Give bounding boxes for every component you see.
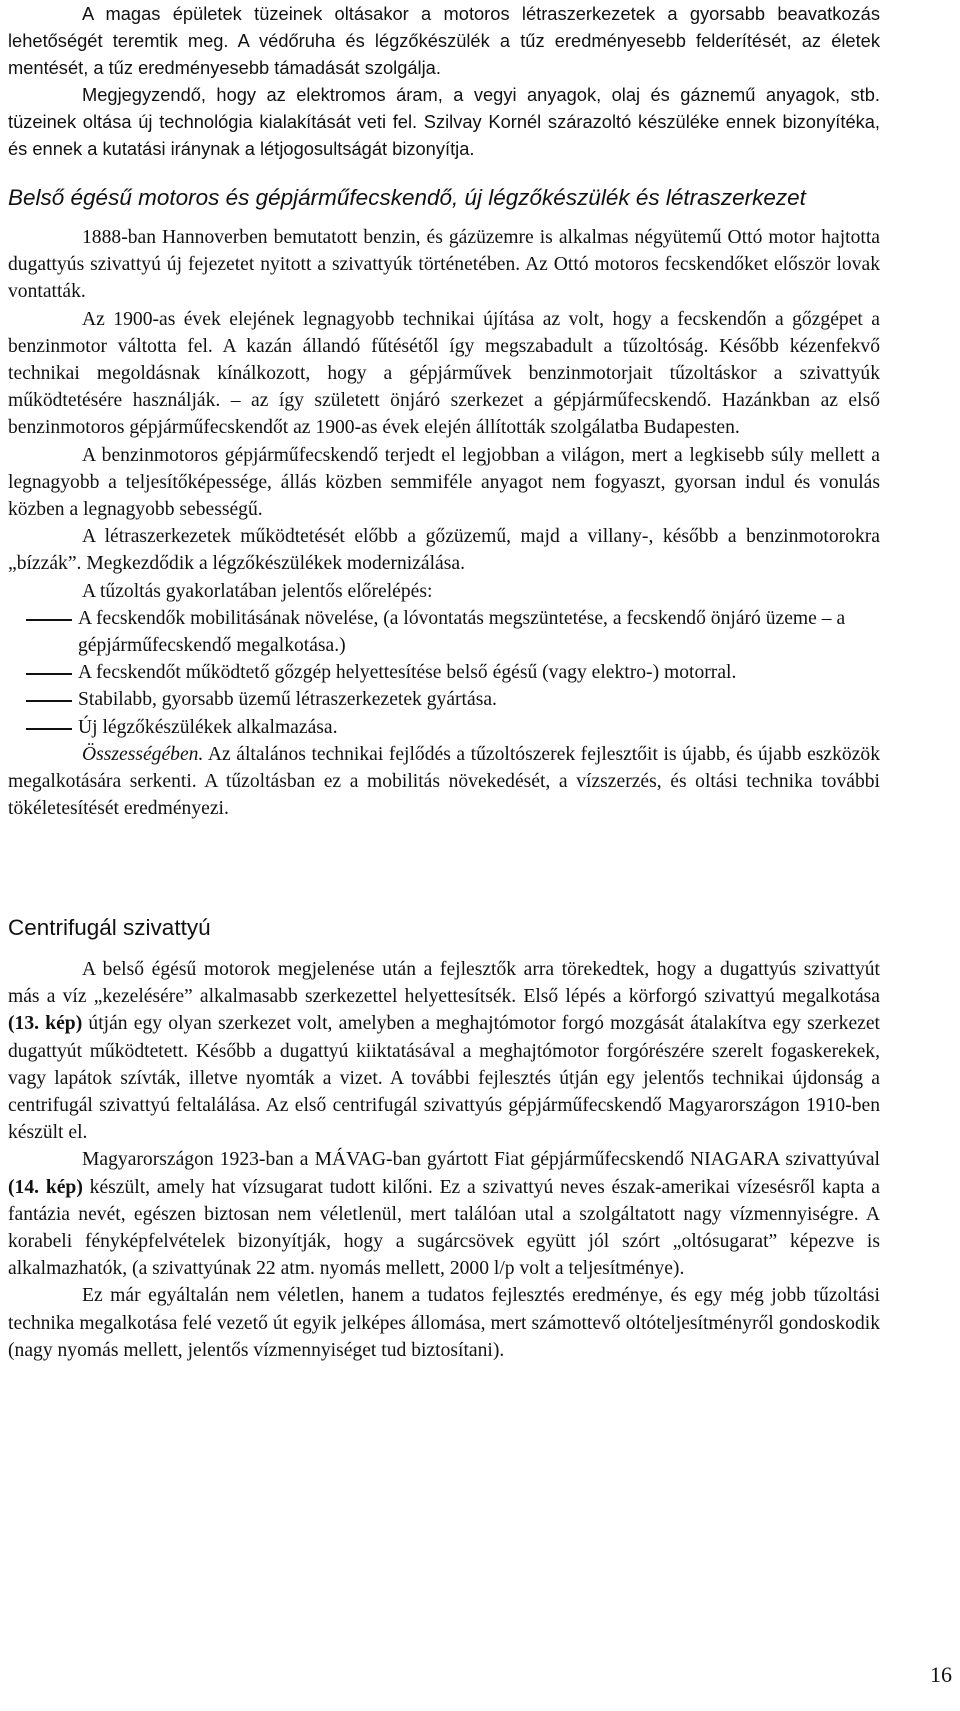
intro-paragraph-2: Megjegyzendő, hogy az elektromos áram, a vegyi anyagok, olaj és gáznemű anyagok, stb. tüzeinek oltása új technológia kialakítását veti fel. Szilvay Kornél szárazoltó készüléke ennek bizonyítéka, és ennek a kutatási iránynak a létjogosultságát bizonyítja. — [8, 84, 880, 159]
list-item: A fecskendőt működtető gőzgép helyettesítése belső égésű (vagy elektro-) motorral. — [8, 659, 880, 686]
paragraph-niagara: Magyarországon 1923-ban a MÁVAG-ban gyártott Fiat gépjárműfecskendő NIAGARA szivattyúval (14. kép) készült, amely hat vízsugarat tudott kilőni. Ez a szivattyú neves észak-amerikai vízesésről kapta a fantázia nevét, egészen biztosan nem véletlenül, mert találóan utal a szolgáltatott nagy vízmennyiségre. A korabeli fényképfelvételek bizonyítják, hogy a sugárcsövek együtt jól szórt „oltósugarat” képezve is alkalmazhatók, (a szivattyúnak 22 atm. nyomás mellett, 2000 l/p volt a teljesítménye). — [8, 1149, 880, 1280]
list-item: Stabilabb, gyorsabb üzemű létraszerkezetek gyártása. — [8, 686, 880, 713]
paragraph-tudatos-fejlesztes: Ez már egyáltalán nem véletlen, hanem a tudatos fejlesztés eredménye, és egy még jobb tűzoltási technika megalkotása felé vezető út egyik jelképes állomása, mert számottevő oltóteljesítményről gondoskodik (nagy nyomás mellett, jelentős vízmennyiséget tud biztosítani). — [8, 1285, 880, 1361]
page-number: 16 — [930, 1662, 952, 1687]
section-heading-centrifugal: Centrifugál szivattyú — [8, 915, 211, 940]
intro-paragraph-1: A magas épületek tüzeinek oltásakor a motoros létraszerkezetek a gyorsabb beavatkozás lehetőségét teremtik meg. A védőruha és légzőkészülék a tűz eredményesebb felderítését, az életek mentését, a tűz eredményesebb támadását szolgálja. — [8, 3, 880, 78]
dash-bullet-icon — [26, 728, 72, 730]
list-item: Új légzőkészülékek alkalmazása. — [8, 714, 880, 741]
progress-list — [8, 605, 880, 741]
summary-label: Összességében. — [82, 743, 204, 765]
dash-bullet-icon — [26, 673, 72, 675]
paragraph-letraszerkezetek: A létraszerkezetek működtetését előbb a gőzüzemű, majd a villany-, később a benzinmotorokra „bízzák”. Megkezdődik a légzőkészülékek modernizálása. — [8, 526, 880, 575]
paragraph-osszessegeben — [8, 741, 880, 823]
list-item: A fecskendők mobilitásának növelése, (a lóvontatás megszüntetése, a fecskendő önjáró üzeme – a gépjárműfecskendő megalkotása.) — [8, 605, 880, 659]
intro-block — [8, 0, 880, 162]
paragraph-gepjarmufecskendo: A benzinmotoros gépjárműfecskendő terjedt el legjobban a világon, mert a legkisebb súly mellett a legnagyobb a teljesítőképessége, állás közben semmiféle anyagot nem fogyaszt, gyorsan indul és vonulás közben a legnagyobb sebességű. — [8, 444, 880, 521]
dash-bullet-icon — [26, 700, 72, 702]
paragraph-benzinmotor: Az 1900-as évek elejének legnagyobb technikai újítása az volt, hogy a fecskendőn a gőzgépet a benzinmotor váltotta fel. A kazán állandó fűtésétől így megszabadult a tűzoltóság. Később kézenfekvő technikai megoldásnak kínálkozott, hogy a gépjárművek benzinmotorjait tűzoltáskor a szivattyúk működtetésére használják. – az így született önjáró szerkezet a gépjárműfecskendő. Hazánkban az első benzinmotoros gépjárműfecskendőt az 1900-as évek elején állították szolgálatba Budapesten. — [8, 308, 880, 439]
dash-bullet-icon — [26, 619, 72, 621]
image-reference-13: (13. kép) — [8, 1013, 83, 1035]
section-heading-motoros: Belső égésű motoros és gépjárműfecskendő, új légzőkészülék és létraszerkezet — [8, 185, 806, 210]
section-centrifugal — [8, 913, 880, 1364]
paragraph-otto-motor: 1888-ban Hannoverben bemutatott benzin, és gázüzemre is alkalmas négyütemű Ottó motor hajtotta dugattyús szivattyú új fejezetet nyitott a szivattyúk történetében. Az Ottó motoros fecskendőket először lovak vontatták. — [8, 227, 880, 303]
image-reference-14: (14. kép) — [8, 1176, 83, 1198]
paragraph-korforgo-szivattyu: A belső égésű motorok megjelenése után a fejlesztők arra törekedtek, hogy a dugattyús szivattyút más a víz „kezelésére” alkalmasabb szerkezettel helyettesítsék. Első lépés a körforgó szivattyú megalkotása (13. kép) útján egy olyan szerkezet volt, amelyben a meghajtómotor forgó mozgását átalakítva egy szerkezet dugattyút működtetett. Később a dugattyú kiiktatásával a meghajtómotor forgórészére szerelt fogaskerekek, vagy lapátok szívták, illetve nyomták a vizet. A további fejlesztés útján egy jelentős technikai újdonság a centrifugál szivattyú feltalálása. Az első centrifugál szivattyús gépjárműfecskendő Magyarországon 1910-ben készült el. — [8, 959, 880, 1144]
paragraph-elorelepes: A tűzoltás gyakorlatában jelentős előrelépés: — [82, 580, 433, 602]
section-motoros — [8, 183, 880, 822]
summary-text: Az általános technikai fejlődés a tűzoltószerek fejlesztőit is újabb, és újabb eszközök megalkotására serkenti. A tűzoltásban ez a mobilitás növekedését, a vízszerzés, és oltási technika további tökéletesítését eredményezi. — [8, 743, 880, 820]
